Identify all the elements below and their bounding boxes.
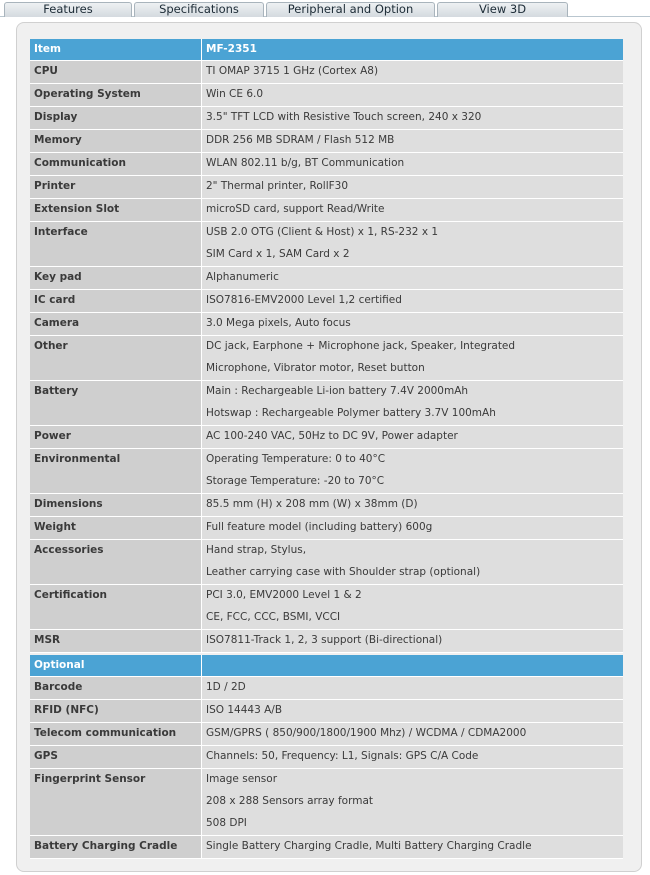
row-label-text: RFID (NFC) xyxy=(34,704,99,716)
table-row xyxy=(30,746,623,769)
row-label xyxy=(30,769,202,836)
table-header-row xyxy=(30,39,623,61)
row-value-line: Full feature model (including battery) 600g xyxy=(206,521,433,533)
header-optional-label: Optional xyxy=(30,655,202,677)
row-value-line: PCI 3.0, EMV2000 Level 1 & 2 xyxy=(206,589,362,601)
header-optional-value xyxy=(202,655,623,677)
row-label-text: Printer xyxy=(34,180,76,192)
table-row xyxy=(30,677,623,700)
table-row xyxy=(30,130,623,153)
specifications-table xyxy=(30,39,623,653)
row-label-text: Battery Charging Cradle xyxy=(34,840,178,852)
table-row xyxy=(30,290,623,313)
table-row xyxy=(30,700,623,723)
row-label-text: Accessories xyxy=(34,544,104,556)
row-value xyxy=(202,267,623,290)
row-value xyxy=(202,426,623,449)
row-label xyxy=(30,677,202,700)
row-value-line: Main : Rechargeable Li-ion battery 7.4V 2000mAh xyxy=(206,385,469,397)
row-value-line: 2" Thermal printer, RollF30 xyxy=(206,180,349,192)
row-label-text: Communication xyxy=(34,157,126,169)
row-value-line: Storage Temperature: -20 to 70°C xyxy=(206,475,385,487)
row-label xyxy=(30,130,202,153)
row-value-line: microSD card, support Read/Write xyxy=(206,203,385,215)
row-value-line: Channels: 50, Frequency: L1, Signals: GPS C/A Code xyxy=(206,750,479,762)
row-label-text: Camera xyxy=(34,317,80,329)
row-label-text: Key pad xyxy=(34,271,82,283)
row-label-text: Display xyxy=(34,111,78,123)
table-row xyxy=(30,107,623,130)
table-row xyxy=(30,540,623,585)
table-row xyxy=(30,336,623,381)
row-value-line: 3.0 Mega pixels, Auto focus xyxy=(206,317,351,329)
table-row xyxy=(30,61,623,84)
row-label xyxy=(30,336,202,381)
row-label-text: MSR xyxy=(34,634,61,646)
row-label-text: Environmental xyxy=(34,453,121,465)
row-label xyxy=(30,313,202,336)
table-header-row xyxy=(30,655,623,677)
row-label xyxy=(30,426,202,449)
row-value xyxy=(202,540,623,585)
row-value xyxy=(202,61,623,84)
row-value-line: Image sensor xyxy=(206,773,278,785)
row-label xyxy=(30,267,202,290)
row-label xyxy=(30,199,202,222)
row-value xyxy=(202,153,623,176)
row-label-text: Other xyxy=(34,340,68,352)
row-label-text: Dimensions xyxy=(34,498,103,510)
row-label-text: GPS xyxy=(34,750,58,762)
table-row xyxy=(30,313,623,336)
row-value xyxy=(202,199,623,222)
row-label-text: Power xyxy=(34,430,71,442)
table-row xyxy=(30,494,623,517)
row-label-text: Operating System xyxy=(34,88,141,100)
row-value xyxy=(202,630,623,653)
table-row xyxy=(30,84,623,107)
row-value xyxy=(202,769,623,836)
row-value xyxy=(202,336,623,381)
row-label xyxy=(30,836,202,859)
row-value-line: Single Battery Charging Cradle, Multi Battery Charging Cradle xyxy=(206,840,532,852)
row-label xyxy=(30,585,202,630)
row-label xyxy=(30,176,202,199)
row-label xyxy=(30,630,202,653)
tab-view-3d[interactable]: View 3D xyxy=(437,2,568,17)
row-value-line: Hand strap, Stylus, xyxy=(206,544,307,556)
row-label xyxy=(30,107,202,130)
tab-peripheral-and-option[interactable]: Peripheral and Option xyxy=(266,2,435,17)
row-value-line: 208 x 288 Sensors array format xyxy=(206,795,374,807)
table-row xyxy=(30,630,623,653)
row-value-line: ISO7816-EMV2000 Level 1,2 certified xyxy=(206,294,402,306)
row-label xyxy=(30,290,202,313)
table-row xyxy=(30,426,623,449)
row-value xyxy=(202,107,623,130)
table-row xyxy=(30,769,623,836)
row-label-text: Barcode xyxy=(34,681,83,693)
row-value-line: 85.5 mm (H) x 208 mm (W) x 38mm (D) xyxy=(206,498,418,510)
table-row xyxy=(30,723,623,746)
tab-features[interactable]: Features xyxy=(4,2,132,17)
row-label-text: Battery xyxy=(34,385,79,397)
row-label xyxy=(30,222,202,267)
row-value-line: 508 DPI xyxy=(206,817,247,829)
row-label xyxy=(30,746,202,769)
table-row xyxy=(30,517,623,540)
row-value-line: TI OMAP 3715 1 GHz (Cortex A8) xyxy=(206,65,379,77)
row-value-line: Alphanumeric xyxy=(206,271,279,283)
row-value-line: SIM Card x 1, SAM Card x 2 xyxy=(206,248,350,260)
tab-bar xyxy=(0,0,650,17)
row-value-line: WLAN 802.11 b/g, BT Communication xyxy=(206,157,405,169)
row-value xyxy=(202,313,623,336)
row-value xyxy=(202,449,623,494)
row-value-line: GSM/GPRS ( 850/900/1800/1900 Mhz) / WCDMA / CDMA2000 xyxy=(206,727,527,739)
row-value-line: Microphone, Vibrator motor, Reset button xyxy=(206,362,425,374)
row-label xyxy=(30,84,202,107)
row-value xyxy=(202,746,623,769)
row-value xyxy=(202,585,623,630)
row-label-text: Memory xyxy=(34,134,82,146)
row-value xyxy=(202,517,623,540)
row-label-text: Telecom communication xyxy=(34,727,177,739)
tab-specifications[interactable]: Specifications xyxy=(134,2,264,17)
row-value xyxy=(202,84,623,107)
row-label xyxy=(30,517,202,540)
row-value-line: 3.5" TFT LCD with Resistive Touch screen, 240 x 320 xyxy=(206,111,482,123)
row-value-line: DC jack, Earphone + Microphone jack, Speaker, Integrated xyxy=(206,340,516,352)
row-value-line: USB 2.0 OTG (Client & Host) x 1, RS-232 x 1 xyxy=(206,226,439,238)
row-label xyxy=(30,494,202,517)
table-row xyxy=(30,836,623,859)
row-label xyxy=(30,449,202,494)
row-value-line: ISO 14443 A/B xyxy=(206,704,283,716)
table-row xyxy=(30,153,623,176)
table-row xyxy=(30,449,623,494)
row-value xyxy=(202,222,623,267)
row-value-line: AC 100-240 VAC, 50Hz to DC 9V, Power adapter xyxy=(206,430,458,442)
row-value xyxy=(202,381,623,426)
row-label xyxy=(30,61,202,84)
table-row xyxy=(30,176,623,199)
row-value-line: Hotswap : Rechargeable Polymer battery 3.7V 100mAh xyxy=(206,407,496,419)
row-label-text: Extension Slot xyxy=(34,203,120,215)
table-row xyxy=(30,199,623,222)
row-value xyxy=(202,176,623,199)
row-label xyxy=(30,540,202,585)
row-value-line: DDR 256 MB SDRAM / Flash 512 MB xyxy=(206,134,395,146)
row-value xyxy=(202,494,623,517)
table-row xyxy=(30,267,623,290)
table-row xyxy=(30,585,623,630)
row-value xyxy=(202,723,623,746)
row-label-text: Weight xyxy=(34,521,76,533)
table-row xyxy=(30,381,623,426)
row-value xyxy=(202,836,623,859)
row-value-line: ISO7811-Track 1, 2, 3 support (Bi-directional) xyxy=(206,634,443,646)
row-label-text: CPU xyxy=(34,65,58,77)
row-value-line: Leather carrying case with Shoulder strap (optional) xyxy=(206,566,481,578)
table-row xyxy=(30,222,623,267)
row-value-line: Operating Temperature: 0 to 40°C xyxy=(206,453,386,465)
row-value-line: Win CE 6.0 xyxy=(206,88,264,100)
row-label xyxy=(30,153,202,176)
header-item-label: Item xyxy=(30,39,202,61)
row-value xyxy=(202,700,623,723)
row-label-text: Fingerprint Sensor xyxy=(34,773,146,785)
row-label-text: Certification xyxy=(34,589,108,601)
row-value-line: CE, FCC, CCC, BSMI, VCCI xyxy=(206,611,341,623)
row-value-line: 1D / 2D xyxy=(206,681,246,693)
optional-table xyxy=(30,655,623,859)
row-label xyxy=(30,723,202,746)
row-value xyxy=(202,130,623,153)
row-value xyxy=(202,677,623,700)
row-label-text: IC card xyxy=(34,294,76,306)
header-model-label: MF-2351 xyxy=(202,39,623,61)
row-label xyxy=(30,700,202,723)
row-label-text: Interface xyxy=(34,226,88,238)
row-label xyxy=(30,381,202,426)
row-value xyxy=(202,290,623,313)
